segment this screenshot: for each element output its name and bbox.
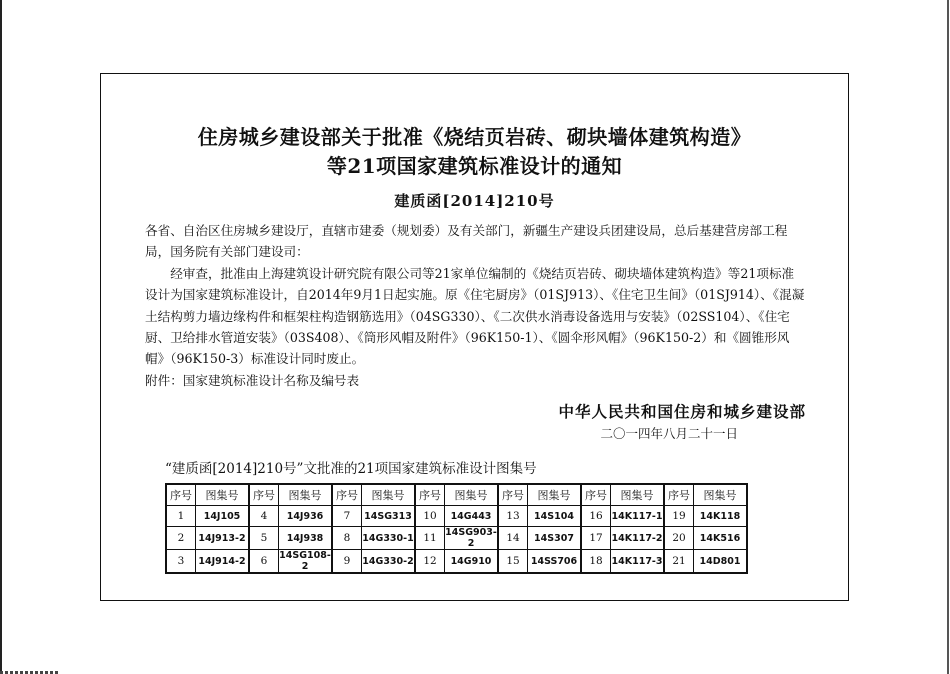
header-atlas-code: 图集号 — [694, 484, 748, 506]
serial-no-cell: 18 — [581, 550, 611, 574]
header-serial-no: 序号 — [415, 484, 445, 506]
atlas-code-cell: 14J913-2 — [196, 527, 250, 550]
header-serial-no: 序号 — [332, 484, 362, 506]
header-atlas-code: 图集号 — [362, 484, 416, 506]
serial-no-cell: 2 — [166, 527, 196, 550]
atlas-code-cell: 14SS706 — [528, 550, 582, 574]
notice-title-line1: 住房城乡建设部关于批准《烧结页岩砖、砌块墙体建筑构造》 — [197, 125, 752, 149]
atlas-code-cell: 14K516 — [694, 527, 748, 550]
serial-no-cell: 17 — [581, 527, 611, 550]
atlas-code-cell: 14J914-2 — [196, 550, 250, 574]
serial-no-cell: 13 — [498, 506, 528, 527]
serial-no-cell: 3 — [166, 550, 196, 574]
serial-no-cell: 10 — [415, 506, 445, 527]
issuer-signature: 中华人民共和国住房和城乡建设部 — [558, 403, 806, 421]
serial-no-cell: 9 — [332, 550, 362, 574]
atlas-code-cell: 14K118 — [694, 506, 748, 527]
notice-body — [145, 220, 805, 391]
serial-no-cell: 1 — [166, 506, 196, 527]
header-atlas-code: 图集号 — [528, 484, 582, 506]
table-caption: “建质函[2014]210号”文批准的21项国家建筑标准设计图集号 — [165, 461, 537, 477]
notice-frame — [100, 73, 849, 601]
page-edge-left — [0, 0, 2, 674]
serial-no-cell: 19 — [664, 506, 694, 527]
atlas-code-cell: 14SG108-2 — [279, 550, 331, 572]
serial-no-cell: 16 — [581, 506, 611, 527]
header-atlas-code: 图集号 — [196, 484, 250, 506]
serial-no-cell: 20 — [664, 527, 694, 550]
atlas-code-cell: 14J936 — [279, 506, 333, 527]
issue-date: 二〇一四年八月二十一日 — [600, 426, 738, 441]
table-row — [166, 550, 747, 574]
serial-no-cell: 15 — [498, 550, 528, 574]
atlas-code-cell: 14G910 — [445, 550, 499, 574]
atlas-code-cell: 14K117-2 — [611, 527, 665, 550]
atlas-code-cell: 14SG903-2 — [445, 527, 497, 549]
atlas-code-cell: 14D801 — [694, 550, 748, 574]
table-row — [166, 527, 747, 550]
atlas-code-cell: 14K117-3 — [611, 550, 665, 574]
notice-content: 经审查，批准由上海建筑设计研究院有限公司等21家单位编制的《烧结页岩砖、砌块墙体建筑构造》等21项标准设计为国家建筑标准设计，自2014年9月1日起实施。原《住宅厨房》（01SJ913）、《住宅卫生间》（01SJ914）、《混凝土结构剪力墙边缘构件和框架柱构造钢筋选用》（04SG330）、《二次供水消毒设备选用与安装》（02SS104）、《住宅厨、卫给排水管道安装》（03S408）、《筒形风帽及附件》（96K150-1）、《圆伞形风帽》（96K150-2）和《圆锥形风帽》（96K150-3）标准设计同时废止。 — [145, 265, 805, 367]
notice-addressees: 各省、自治区住房城乡建设厅，直辖市建委（规划委）及有关部门，新疆生产建设兵团建设局，总后基建营房部工程局，国务院有关部门建设司： — [145, 223, 788, 260]
header-atlas-code: 图集号 — [611, 484, 665, 506]
header-serial-no: 序号 — [581, 484, 611, 506]
header-serial-no: 序号 — [166, 484, 196, 506]
serial-no-cell: 8 — [332, 527, 362, 550]
header-serial-no: 序号 — [498, 484, 528, 506]
atlas-number-table — [165, 483, 748, 574]
table-header-row — [166, 484, 747, 506]
document-number: 建质函[2014]210号 — [394, 192, 555, 210]
atlas-code-cell: 14J105 — [196, 506, 250, 527]
serial-no-cell: 12 — [415, 550, 445, 574]
serial-no-cell: 21 — [664, 550, 694, 574]
header-serial-no: 序号 — [664, 484, 694, 506]
notice-attachment: 附件：国家建筑标准设计名称及编号表 — [145, 372, 360, 388]
serial-no-cell: 6 — [249, 550, 279, 574]
atlas-code-cell: 14G330-2 — [362, 550, 416, 574]
header-atlas-code: 图集号 — [279, 484, 333, 506]
table-row — [166, 506, 747, 527]
atlas-code-cell: 14G330-1 — [362, 527, 416, 550]
serial-no-cell: 5 — [249, 527, 279, 550]
atlas-code-cell: 14K117-1 — [611, 506, 665, 527]
serial-no-cell: 4 — [249, 506, 279, 527]
page-edge-right — [947, 0, 949, 674]
atlas-code-cell: 14SG313 — [362, 506, 416, 527]
atlas-code-cell: 14G443 — [445, 506, 499, 527]
table-body — [166, 506, 747, 574]
header-atlas-code: 图集号 — [445, 484, 499, 506]
atlas-code-cell: 14J938 — [279, 527, 333, 550]
serial-no-cell: 14 — [498, 527, 528, 550]
atlas-code-cell: 14S307 — [528, 527, 582, 550]
notice-title-line2: 等21项国家建筑标准设计的通知 — [326, 154, 623, 178]
atlas-code-cell: 14S104 — [528, 506, 582, 527]
serial-no-cell: 7 — [332, 506, 362, 527]
header-serial-no: 序号 — [249, 484, 279, 506]
serial-no-cell: 11 — [415, 527, 445, 550]
